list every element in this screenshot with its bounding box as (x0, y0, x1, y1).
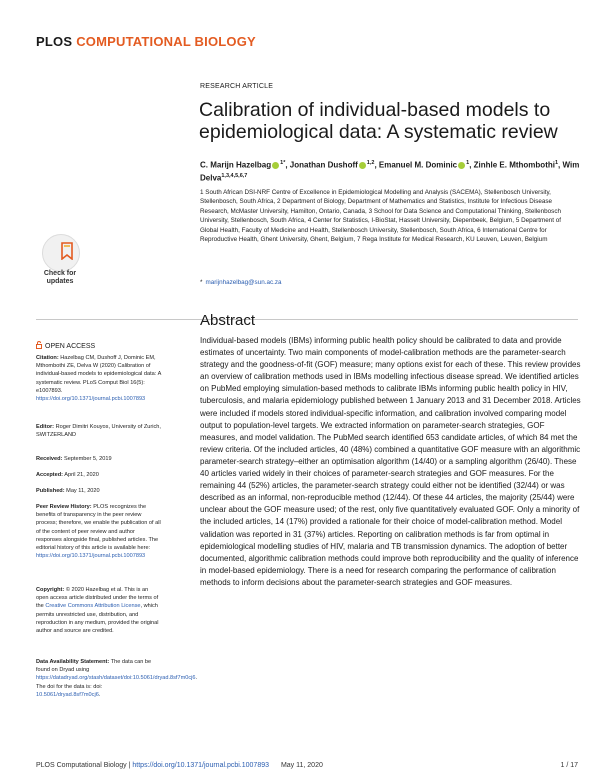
accepted-date: April 21, 2020 (64, 472, 99, 478)
editor-label: Editor: (36, 424, 55, 430)
dryad-link[interactable]: https://datadryad.org/stash/dataset/doi:10.5061/dryad.8sf7m0cj6 (36, 675, 196, 682)
affiliations (200, 188, 580, 244)
peer-review-block (36, 503, 162, 560)
copyright-text: © 2020 Hazelbag et al. This is an open access article distributed under the terms of the (36, 587, 159, 610)
received-block (36, 455, 162, 463)
author-name[interactable]: C. Marijn Hazelbag (200, 160, 272, 170)
author-affil: 1,2 (366, 160, 375, 166)
affiliation: 2 Department of Biology, Department of Mathematics and Statistics, Institute for Infectious Disease Research, McMaster University, Hamilton, Ontario, Canada, (200, 198, 552, 215)
abstract-heading: Abstract (200, 312, 256, 329)
copyright-label: Copyright: (36, 587, 65, 593)
footer-journal: PLOS Computational Biology (36, 762, 127, 769)
corresponding-mark: * (283, 160, 286, 166)
citation-block (36, 354, 162, 403)
citation-text: Hazelbag CM, Dushoff J, Dominic EM, Mthombothi ZE, Delva W (2020) Calibration of individual-based models to epidemiological data: A systematic review. PLoS Comput Biol 16(5): e1007893. (36, 355, 162, 394)
received-date: September 5, 2019 (64, 456, 112, 462)
email-link[interactable]: marijnhazelbag@sun.ac.za (205, 279, 282, 286)
author-name[interactable]: Jonathan Dushoff (289, 160, 358, 170)
orcid-icon[interactable] (458, 162, 465, 169)
author-name[interactable]: Zinhle E. Mthombothi (473, 160, 555, 170)
check-for-updates-badge[interactable] (36, 234, 84, 294)
orcid-icon[interactable] (272, 162, 279, 169)
journal-name: COMPUTATIONAL BIOLOGY (76, 34, 256, 49)
data-doi-link[interactable]: 10.5061/dryad.8sf7m0cj6 (36, 691, 99, 698)
editor-block (36, 423, 162, 439)
correspondence-email (200, 279, 282, 286)
data-doi-text: . The doi for the data is: doi: (36, 675, 198, 690)
received-label: Received: (36, 456, 63, 462)
affiliation: 5 Department of Global Health, Faculty of Medicine and Health, Stellenbosch University, Stellenbosch, South Africa, (200, 217, 561, 234)
affiliation: 4 Center for Statistics, I-BioStat, Hasselt University, Diepenbeek, Belgium, (307, 217, 515, 225)
published-label: Published: (36, 488, 65, 494)
editor-text: Roger Dimitri Kouyos, University of Zurich, SWITZERLAND (36, 424, 161, 439)
accepted-block (36, 471, 162, 479)
affiliation: 1 South African DSI-NRF Centre of Excellence in Epidemiological Modelling and Analysis (SACEMA), Stellenbosch University, Stellenbosch, South Africa, (200, 189, 551, 206)
author-affil: 1 (466, 160, 470, 166)
data-availability-text: The data can be found on Dryad using (36, 659, 152, 674)
peer-review-link[interactable]: https://doi.org/10.1371/journal.pcbi.1007893 (36, 553, 146, 560)
copyright-text-end: , which permits unrestricted use, distribution, and reproduction in any medium, provided the original author and source are credited. (36, 603, 159, 635)
data-doi-end: . (98, 691, 101, 698)
footer-separator: | (126, 762, 133, 769)
affiliation: 6 International Centre for Reproductive Health, Ghent University, Ghent, Belgium, (200, 226, 547, 244)
abstract-text: Individual-based models (IBMs) informing public health policy should be calibrated to data and provide estimates of uncertainty. Two main components of model-calibration methods are the parameter-search strategy and the goodness-of-fit (GOF) measure; many options exist for each of these. This review provides an overview of calibration methods used in IBMs modelling infectious disease spread. We identified articles on PubMed employing simulation-based methods to calibrate IBMs informing public health policy in HIV, tuberculosis, and malaria epidemiology published between 1 January 2013 and 31 December 2018. Articles were included if models stored individual-specific information, and calibration involved comparing model output to population-level targets. We extracted information on parameter-search strategies, GOF measures, and model validation. The PubMed search identified 653 candidate articles, of which 84 met the review criteria. Of the included articles, 40 (48%) combined a quantitative GOF measure with an algorithmic parameter-search strategy–either an optimisation algorithm (14/40) or a sampling algorithm (26/40). These 40 articles varied widely in their choices of parameter-search strategies and GOF measures. For the remaining 44 (52%) articles, the parameter-search strategy could either not be identified (32/44) or was described as an informal, non-reproducible method (12/44). Of these 44 articles, the majority (25/44) were unclear about the GOF measure used; of the rest, only five quantitatively evaluated GOF. Only a minority of the included articles, 14 (17%) provided a rationale for their choice of model-calibration method. Model validation was reported in 31 (37%) articles. Reporting on calibration methods is far from optimal in epidemiological modelling studies of HIV, malaria and TB transmission dynamics. The adoption of better documented, algorithmic calibration methods could improve both reproducibility and the quality of inference in model-based epidemiology. There is a need for research comparing the performance of calibration methods to inform decisions about the parameter-search strategies and GOF measures. (200, 336, 581, 587)
data-availability-label: Data Availability Statement: (36, 659, 110, 665)
footer-date: May 11, 2020 (280, 762, 323, 769)
author-affil: 1 (280, 160, 284, 166)
author-name[interactable]: Emanuel M. Dominic (378, 160, 458, 170)
citation-doi-link[interactable]: https://doi.org/10.1371/journal.pcbi.1007893 (36, 396, 146, 403)
peer-review-text: PLOS recognizes the benefits of transparency in the peer review process; therefore, we enable the publication of all of the content of peer review and author responses alongside final, published articles. The editorial history of this article is available here: (36, 504, 161, 552)
check-updates-label (36, 270, 84, 286)
author-affil: 1 (554, 160, 559, 166)
article-title: Calibration of individual-based models to epidemiological data: A systematic review (199, 99, 558, 143)
bookmark-icon (61, 242, 73, 260)
journal-prefix: PLOS (36, 34, 73, 49)
author-name[interactable]: Wim Delva (200, 160, 580, 183)
citation-label: Citation: (36, 355, 59, 361)
orcid-icon[interactable] (359, 162, 366, 169)
page-footer (36, 762, 578, 769)
license-link[interactable]: Creative Commons Attribution License (45, 603, 141, 610)
open-access-text: OPEN ACCESS (45, 343, 96, 350)
check-updates-line1: Check for (43, 270, 77, 277)
author-affil: 1,3,4,5,6,7 (221, 172, 248, 179)
page-number: 1 / 17 (560, 762, 578, 769)
corresponding-mark: * (200, 279, 203, 286)
footer-doi-link[interactable]: https://doi.org/10.1371/journal.pcbi.1007893 (132, 762, 269, 769)
data-availability-block (36, 658, 198, 699)
affiliation: 3 School for Data Science and Computational Thinking, Stellenbosch University, Stellenbosch, South Africa, (200, 207, 561, 225)
journal-logo[interactable] (36, 34, 256, 49)
copyright-block (36, 586, 162, 635)
accepted-label: Accepted: (36, 472, 64, 478)
check-updates-line2: updates (46, 278, 74, 285)
affiliation: 7 Rega Institute for Medical Research, KU Leuven, Leuven, Belgium (357, 236, 548, 244)
published-date: May 11, 2020 (66, 488, 100, 494)
author-list: C. Marijn Hazelbag $^{1*}$, Jonathan Dushoff $^{1,2}$, Emanuel M. Dominic $^1$, Zinhle E. Mthombothi$^1$, Wim Delva$^{1,3,4,5,6,7}$ (200, 160, 580, 183)
open-access-label (36, 341, 95, 350)
published-block (36, 487, 162, 495)
check-updates-icon (42, 234, 80, 272)
section-divider (36, 319, 578, 320)
open-lock-icon (36, 341, 42, 349)
peer-review-label: Peer Review History: (36, 504, 92, 510)
article-type: RESEARCH ARTICLE (200, 83, 274, 90)
